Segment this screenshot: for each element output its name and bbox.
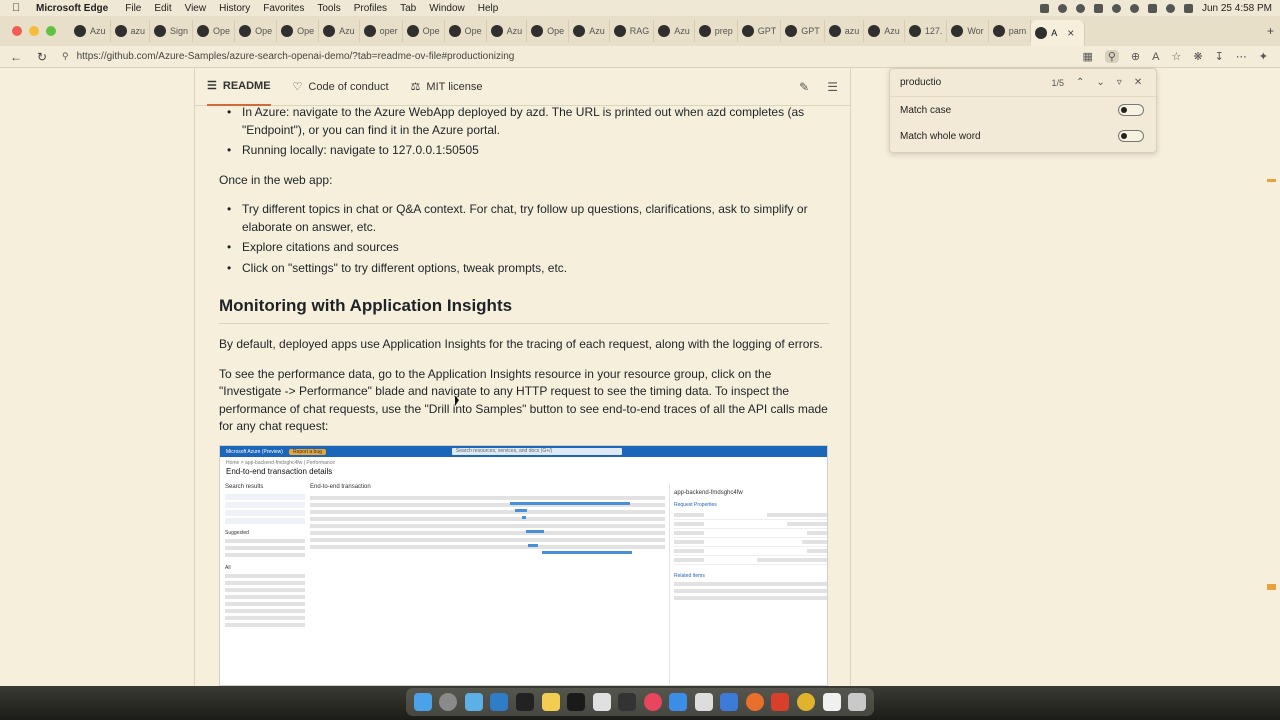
heart-shield-icon: ♡ — [292, 81, 303, 93]
address-bar-row — [0, 46, 1280, 68]
status-app-icon[interactable] — [1058, 4, 1067, 13]
result-line — [225, 616, 305, 620]
menu-view[interactable]: View — [184, 2, 207, 14]
mouse-cursor — [455, 396, 459, 406]
timing-bar — [515, 509, 527, 512]
split-screen-icon[interactable]: ▦ — [1082, 51, 1093, 63]
transaction-panel — [310, 484, 665, 552]
tab-label: Ope — [547, 26, 565, 36]
readme-content — [219, 104, 829, 436]
filter-icon[interactable]: ▿ — [1116, 77, 1122, 88]
bug-pill: Report a bug — [289, 449, 326, 455]
search-results-panel — [225, 484, 305, 630]
finder-icon[interactable] — [414, 693, 432, 711]
tab-label: GPT — [757, 26, 777, 36]
extensions-icon[interactable]: ❋ — [1193, 51, 1203, 63]
outline-list-icon[interactable]: ☰ — [827, 80, 838, 94]
wifi-icon[interactable] — [1148, 4, 1157, 13]
result-line — [225, 588, 305, 592]
browser-tab[interactable] — [150, 20, 193, 42]
next-match-icon[interactable]: ⌄ — [1096, 77, 1105, 88]
related-line — [674, 596, 827, 600]
xcode-icon[interactable] — [720, 693, 738, 711]
readme-article — [194, 68, 851, 686]
browser-tab[interactable] — [235, 20, 277, 42]
tab-label: RAG — [629, 26, 650, 36]
grid-line — [310, 496, 665, 500]
tab-readme[interactable] — [207, 68, 271, 106]
property-row — [674, 547, 827, 556]
tab-license[interactable] — [411, 68, 483, 106]
tab-active[interactable] — [1031, 20, 1085, 46]
browser-tab[interactable] — [193, 20, 235, 42]
browser-tab[interactable] — [319, 20, 360, 42]
status-icons — [1040, 0, 1272, 16]
record-icon[interactable] — [771, 693, 789, 711]
tab-favicon-icon — [407, 25, 419, 37]
browser-tab[interactable] — [781, 20, 825, 42]
tab-favicon-icon — [74, 25, 86, 37]
browser-tab[interactable] — [989, 20, 1032, 42]
window-controls — [12, 26, 56, 36]
tab-favicon-icon — [658, 25, 670, 37]
tab-label: Azu — [674, 26, 690, 36]
document-icon[interactable] — [823, 693, 841, 711]
book-icon: ☰ — [207, 80, 217, 92]
tab-favicon-icon — [699, 25, 711, 37]
tab-favicon-icon — [614, 25, 626, 37]
app-name[interactable]: Microsoft Edge — [36, 2, 109, 14]
match-case-label: Match case — [900, 104, 952, 116]
tab-favicon-icon — [829, 25, 841, 37]
request-props-heading: Request Properties — [674, 502, 717, 508]
tab-label: Ope — [213, 26, 231, 36]
tab-label: Ope — [255, 26, 273, 36]
menu-tools[interactable]: Tools — [317, 2, 341, 14]
menu-tab[interactable]: Tab — [400, 2, 417, 14]
match-count: 1/5 — [1051, 77, 1064, 88]
tab-favicon-icon — [115, 25, 127, 37]
filter-row — [225, 510, 305, 516]
tab-label: azu — [130, 26, 146, 36]
zoom-icon[interactable]: ⊕ — [1130, 51, 1141, 63]
clock[interactable]: Jun 25 4:58 PM — [1201, 2, 1272, 14]
folder-icon[interactable] — [465, 693, 483, 711]
list-item: • Running locally: navigate to 127.0.0.1:50505 — [219, 142, 829, 160]
azure-search: Search resources, services, and docs (G+/) — [452, 448, 622, 455]
close-icon[interactable]: ✕ — [1133, 77, 1143, 88]
browser-tab[interactable] — [403, 20, 445, 42]
menu-history[interactable]: History — [219, 2, 251, 14]
tab-label: pam — [1008, 26, 1027, 36]
paragraph: By default, deployed apps use Application Insights for the tracing of each request, along with the logging of errors. — [219, 337, 823, 351]
readme-actions — [799, 80, 838, 94]
tab-label: Azu — [339, 26, 355, 36]
menu-favorites[interactable]: Favorites — [263, 2, 305, 14]
tab-label: Sign — [170, 26, 189, 36]
grid-line — [310, 545, 665, 549]
tab-label: GPT — [801, 26, 820, 36]
result-line — [225, 553, 305, 557]
close-window-button[interactable] — [12, 26, 22, 36]
tab-license-label: MIT license — [426, 80, 483, 93]
tab-favicon-icon — [909, 25, 921, 37]
match-case-toggle[interactable] — [1118, 104, 1144, 116]
azure-topbar — [220, 446, 827, 457]
browser-tab[interactable] — [445, 20, 487, 42]
section-heading: Monitoring with Application Insights — [219, 295, 829, 324]
find-row — [890, 69, 1156, 97]
tab-label: Ope — [297, 26, 315, 36]
azure-portal-screenshot — [219, 445, 828, 686]
vscode-icon[interactable] — [490, 693, 508, 711]
timing-bar — [510, 502, 630, 505]
find-match-marker[interactable] — [1267, 179, 1276, 182]
apple-icon[interactable] — [12, 2, 26, 14]
macos-menu-bar — [0, 0, 1280, 16]
browser-tab[interactable] — [738, 20, 782, 42]
filter-row — [225, 502, 305, 508]
result-line — [225, 574, 305, 578]
resource-heading: app-backend-fmdsghc4fw — [674, 490, 743, 496]
related-line — [674, 589, 827, 593]
maximize-window-button[interactable] — [46, 26, 56, 36]
copilot-icon[interactable]: ✦ — [1258, 51, 1268, 63]
tab-favicon-icon — [531, 25, 543, 37]
grid-line — [310, 510, 665, 514]
url-text[interactable]: https://github.com/Azure-Samples/azure-search-openai-demo/?tab=readme-ov-file#productionizing — [76, 51, 515, 62]
more-menu-icon[interactable]: ⋯ — [1235, 51, 1247, 63]
list-item: • Click on "settings" to try different options, tweak prompts, etc. — [219, 260, 829, 278]
terminal-icon[interactable] — [516, 693, 534, 711]
browser-tab[interactable] — [569, 20, 610, 42]
browser-tab[interactable] — [277, 20, 319, 42]
azure-title: End-to-end transaction details — [226, 467, 333, 476]
property-row — [674, 511, 827, 520]
browser-tab[interactable] — [610, 20, 655, 42]
app-store-icon[interactable] — [669, 693, 687, 711]
menu-edit[interactable]: Edit — [154, 2, 172, 14]
browser-tab[interactable] — [527, 20, 569, 42]
new-tab-icon[interactable]: + — [1266, 24, 1274, 38]
suggested-heading: Suggested — [225, 530, 249, 536]
status-app-icon[interactable] — [1094, 4, 1103, 13]
tab-favicon-icon — [951, 25, 963, 37]
tab-favicon-icon — [323, 25, 335, 37]
script-editor-icon[interactable] — [593, 693, 611, 711]
match-whole-word-option — [890, 123, 1156, 149]
tab-label: Ope — [422, 26, 440, 36]
browser-tab[interactable] — [70, 20, 111, 42]
dock — [406, 688, 874, 716]
find-input[interactable] — [900, 77, 1020, 88]
paragraph: Once in the web app: — [219, 172, 333, 187]
grid-line — [310, 524, 665, 528]
browser-tab[interactable] — [695, 20, 738, 42]
tab-favicon-icon — [742, 25, 754, 37]
list-item: • Try different topics in chat or Q&A context. For chat, try follow up questions, clarifications, ask to simplify or elaborate on answer, etc. — [219, 201, 829, 236]
result-line — [225, 602, 305, 606]
app-icon[interactable] — [618, 693, 636, 711]
browser-tab-strip — [0, 16, 1280, 46]
result-line — [225, 623, 305, 627]
related-heading: Related Items — [674, 573, 705, 579]
edit-pencil-icon[interactable]: ✎ — [799, 80, 810, 94]
downloads-icon[interactable]: ↧ — [1214, 51, 1224, 63]
grid-line — [310, 538, 665, 542]
menu-help[interactable]: Help — [477, 2, 499, 14]
tab-favicon-icon — [154, 25, 166, 37]
page-viewport — [0, 68, 1280, 686]
tab-label: Azu — [589, 26, 605, 36]
tab-favicon-icon — [573, 25, 585, 37]
property-row — [674, 529, 827, 538]
app-icon[interactable] — [695, 693, 713, 711]
search-icon[interactable] — [1166, 4, 1175, 13]
tab-favicon-icon — [1035, 27, 1047, 39]
browser-tab[interactable] — [487, 20, 528, 42]
menu-window[interactable]: Window — [429, 2, 465, 14]
settings-icon[interactable] — [439, 693, 457, 711]
property-row — [674, 556, 827, 565]
browser-tab[interactable] — [947, 20, 988, 42]
search-results-heading: Search results — [225, 484, 264, 490]
tab-favicon-icon — [491, 25, 503, 37]
tabs — [70, 16, 1261, 46]
menu-file[interactable]: File — [125, 2, 142, 14]
result-line — [225, 539, 305, 543]
list-item: • In Azure: navigate to the Azure WebApp deployed by azd. The URL is printed out when azd completes (as "Endpoint"), or you can find it in the Azure portal. — [219, 104, 829, 139]
list-item: • Explore citations and sources — [219, 239, 829, 257]
scale-icon: ⚖ — [410, 81, 421, 93]
tab-label: prep — [714, 26, 733, 36]
browser-tab[interactable] — [864, 20, 905, 42]
browser-tab[interactable] — [654, 20, 695, 42]
tab-readme-label: README — [222, 79, 271, 92]
tab-favicon-icon — [281, 25, 293, 37]
filter-row — [225, 494, 305, 500]
azure-portal-name: Microsoft Azure (Preview) — [226, 448, 283, 455]
terminal-alt-icon[interactable] — [567, 693, 585, 711]
result-line — [225, 595, 305, 599]
tab-label: Wor — [967, 26, 984, 36]
control-center-icon[interactable] — [1184, 4, 1193, 13]
tab-favicon-icon — [868, 25, 880, 37]
azure-breadcrumb: Home > app-backend-fmdsghc4fw | Performance — [226, 460, 335, 466]
menu-profiles[interactable]: Profiles — [353, 2, 388, 14]
trash-icon[interactable] — [848, 693, 866, 711]
status-app-icon[interactable] — [1112, 4, 1121, 13]
bullets-top — [219, 104, 829, 160]
timing-bar — [526, 530, 544, 533]
timing-bar — [522, 516, 526, 519]
find-on-page-icon[interactable]: ⚲ — [1105, 50, 1119, 63]
chrome-icon[interactable] — [797, 693, 815, 711]
bullets-app — [219, 201, 829, 277]
tab-favicon-icon — [364, 25, 376, 37]
tab-coc-label: Code of conduct — [308, 80, 389, 93]
back-arrow-icon[interactable]: ← — [10, 49, 22, 64]
tab-code-of-conduct[interactable] — [293, 68, 389, 106]
property-row — [674, 520, 827, 529]
timing-bar — [528, 544, 538, 547]
find-on-page-panel — [889, 68, 1157, 153]
tab-favicon-icon — [239, 25, 251, 37]
match-whole-word-toggle[interactable] — [1118, 130, 1144, 142]
find-match-marker[interactable] — [1267, 587, 1276, 590]
lock-icon: ⚲ — [62, 51, 69, 61]
notes-icon[interactable] — [542, 693, 560, 711]
tab-favicon-icon — [993, 25, 1005, 37]
tab-label: Azu — [90, 26, 106, 36]
previous-match-icon[interactable]: ⌃ — [1076, 77, 1085, 88]
close-tab-icon[interactable]: × — [1067, 26, 1075, 40]
tab-favicon-icon — [785, 25, 797, 37]
result-line — [225, 609, 305, 613]
properties-panel — [669, 484, 827, 684]
tab-favicon-icon — [449, 25, 461, 37]
transaction-heading: End-to-end transaction — [310, 484, 371, 490]
slack-icon[interactable] — [644, 693, 662, 711]
result-line — [225, 546, 305, 550]
address-bar[interactable] — [62, 48, 1042, 66]
match-whole-word-label: Match whole word — [900, 130, 981, 142]
result-line — [225, 581, 305, 585]
read-aloud-icon[interactable]: A — [1152, 50, 1160, 63]
match-case-option — [890, 97, 1156, 123]
tab-label: Azu — [884, 26, 900, 36]
minimize-window-button[interactable] — [29, 26, 39, 36]
tab-label: oper — [379, 26, 398, 36]
favorite-star-icon[interactable]: ☆ — [1171, 51, 1182, 63]
tab-label: azu — [844, 26, 860, 36]
filter-row — [225, 518, 305, 524]
status-app-icon[interactable] — [1040, 4, 1049, 13]
tab-favicon-icon — [197, 25, 209, 37]
firefox-icon[interactable] — [746, 693, 764, 711]
status-app-icon[interactable] — [1076, 4, 1085, 13]
tab-label: Ope — [464, 26, 482, 36]
browser-tab[interactable] — [111, 20, 151, 42]
readme-header — [195, 68, 850, 106]
toolbar-icons — [1082, 50, 1268, 63]
property-row — [674, 538, 827, 547]
battery-icon[interactable] — [1130, 4, 1139, 13]
timing-bar — [542, 551, 632, 554]
tab-label: 127. — [924, 26, 943, 36]
browser-tab[interactable] — [905, 20, 948, 42]
grid-line — [310, 517, 665, 521]
tab-label: Azu — [506, 26, 523, 36]
grid-line — [310, 531, 665, 535]
browser-tab[interactable] — [360, 20, 403, 42]
paragraph: To see the performance data, go to the Application Insights resource in your resource group, click on the "Investigate -> Performance" blade and navigate to any HTTP request to see the timing data. To inspect the performance of chat requests, use the "Drill into Samples" button to see end-to-end traces of all the API calls made for any chat request: — [219, 366, 828, 433]
all-heading: All — [225, 565, 231, 571]
tab-label: A — [1051, 28, 1058, 38]
refresh-icon[interactable]: ↻ — [36, 49, 48, 64]
browser-tab[interactable] — [825, 20, 865, 42]
related-line — [674, 582, 827, 586]
